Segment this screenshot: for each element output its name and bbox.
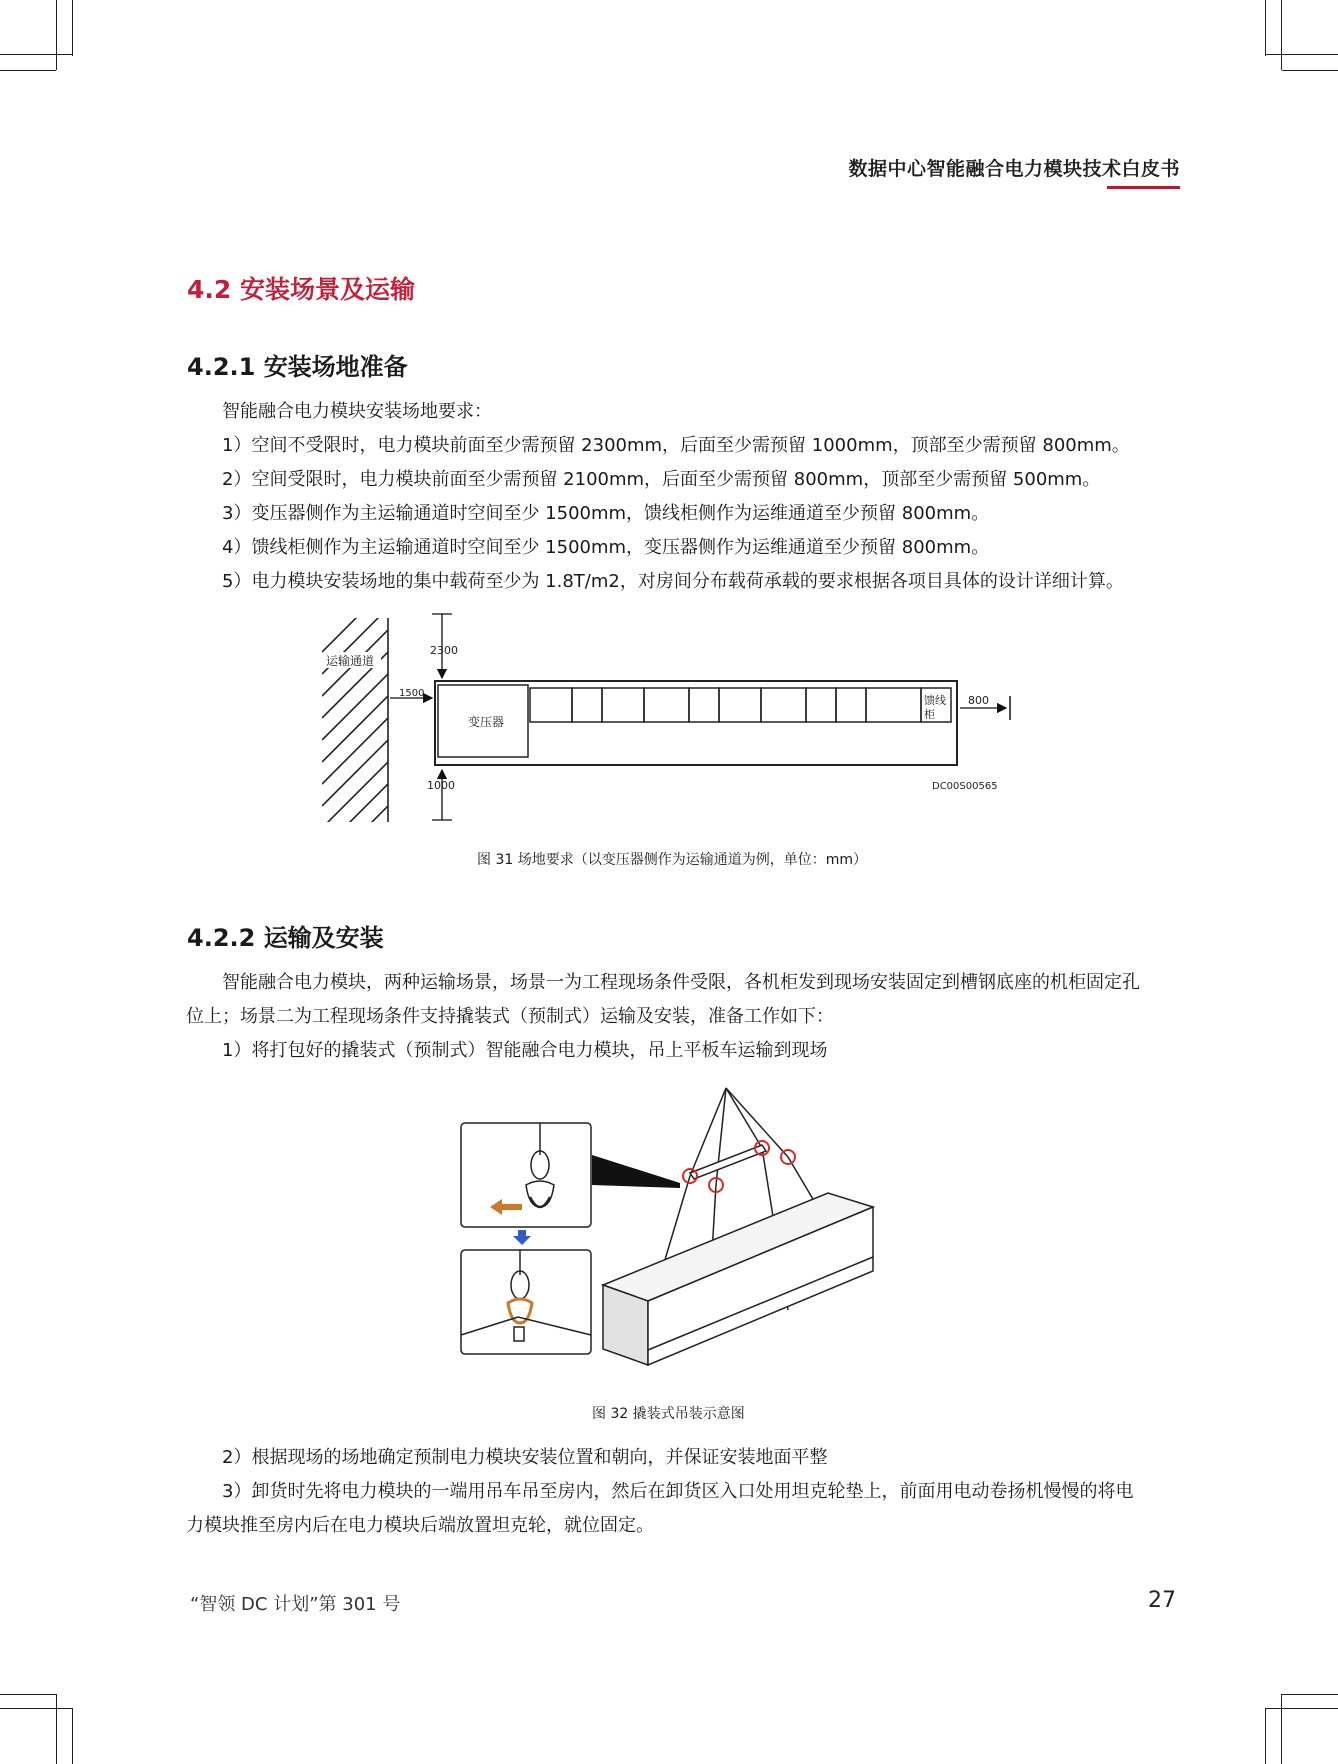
arrow-down-icon	[513, 1230, 531, 1245]
figure-31-caption: 图 31 场地要求（以变压器侧作为运输通道为例，单位：mm）	[477, 852, 867, 868]
detail-panel-hook	[461, 1250, 591, 1354]
spreader-bar	[683, 1141, 795, 1192]
transport-step-3: 3）卸货时先将电力模块的一端用吊车吊至房内，然后在卸货区入口处用坦克轮垫上，前面用电动卷扬机慢慢的将电力模块推至房内后在电力模块后端放置坦克轮，就位固定。	[186, 1481, 1134, 1536]
skid-lifting-diagram	[458, 1085, 878, 1370]
requirement-item-5: 5）电力模块安装场地的集中载荷至少为 1.8T/m2，对房间分布载荷承载的要求根据各项目具体的设计详细计算。	[222, 571, 1124, 592]
dim-bottom-1000: 1000	[427, 779, 455, 792]
site-requirement-diagram	[300, 612, 1030, 822]
requirement-item-1: 1）空间不受限时，电力模块前面至少需预留 2300mm，后面至少需预留 1000mm，顶部至少需预留 800mm。	[222, 435, 1130, 456]
detail-panel-shackle	[461, 1123, 591, 1227]
transport-step-1: 1）将打包好的撬装式（预制式）智能融合电力模块，吊上平板车运输到现场	[222, 1040, 828, 1061]
requirement-item-4: 4）馈线柜侧作为主运输通道时空间至少 1500mm，变压器侧作为运维通道至少预留 800mm。	[222, 537, 990, 558]
dim-left-1500: 1500	[399, 688, 425, 699]
feeder-label-1: 馈线	[924, 694, 946, 707]
footer-series-label: “智领 DC 计划”第 301 号	[190, 1594, 401, 1615]
cabinet-row	[438, 685, 951, 757]
feeder-label-2: 柜	[924, 708, 935, 721]
header-accent-bar	[1107, 186, 1180, 189]
subsection-title-transport: 4.2.2 运输及安装	[187, 924, 384, 952]
transformer-label: 变压器	[468, 715, 505, 729]
section-title: 4.2 安装场景及运输	[187, 275, 415, 304]
wall-hatch	[322, 612, 388, 822]
page-number: 27	[1148, 1588, 1176, 1613]
transport-step-2: 2）根据现场的场地确定预制电力模块安装位置和朝向，并保证安装地面平整	[222, 1447, 828, 1468]
figure-32-caption: 图 32 撬装式吊装示意图	[592, 1406, 745, 1422]
site-requirements-intro: 智能融合电力模块安装场地要求：	[222, 401, 492, 422]
transport-intro-paragraph: 智能融合电力模块，两种运输场景，场景一为工程现场条件受限，各机柜发到现场安装固定到槽钢底座的机柜固定孔位上；场景二为工程现场条件支持撬装式（预制式）运输及安装，准备工作如下：	[186, 972, 1140, 1027]
subsection-title-site-prep: 4.2.1 安装场地准备	[187, 353, 408, 381]
dim-top-2300: 2300	[430, 644, 458, 657]
requirement-item-3: 3）变压器侧作为主运输通道时空间至少 1500mm，馈线柜侧作为运维通道至少预留 800mm。	[222, 503, 990, 524]
power-module-box	[603, 1193, 873, 1365]
drawing-code: DC00S00565	[932, 781, 998, 792]
channel-label: 运输通道	[326, 654, 375, 668]
dim-right-800: 800	[968, 694, 989, 707]
running-header: 数据中心智能融合电力模块技术白皮书	[848, 158, 1180, 180]
requirement-item-2: 2）空间受限时，电力模块前面至少需预留 2100mm，后面至少需预留 800mm，顶部至少需预留 500mm。	[222, 469, 1101, 490]
